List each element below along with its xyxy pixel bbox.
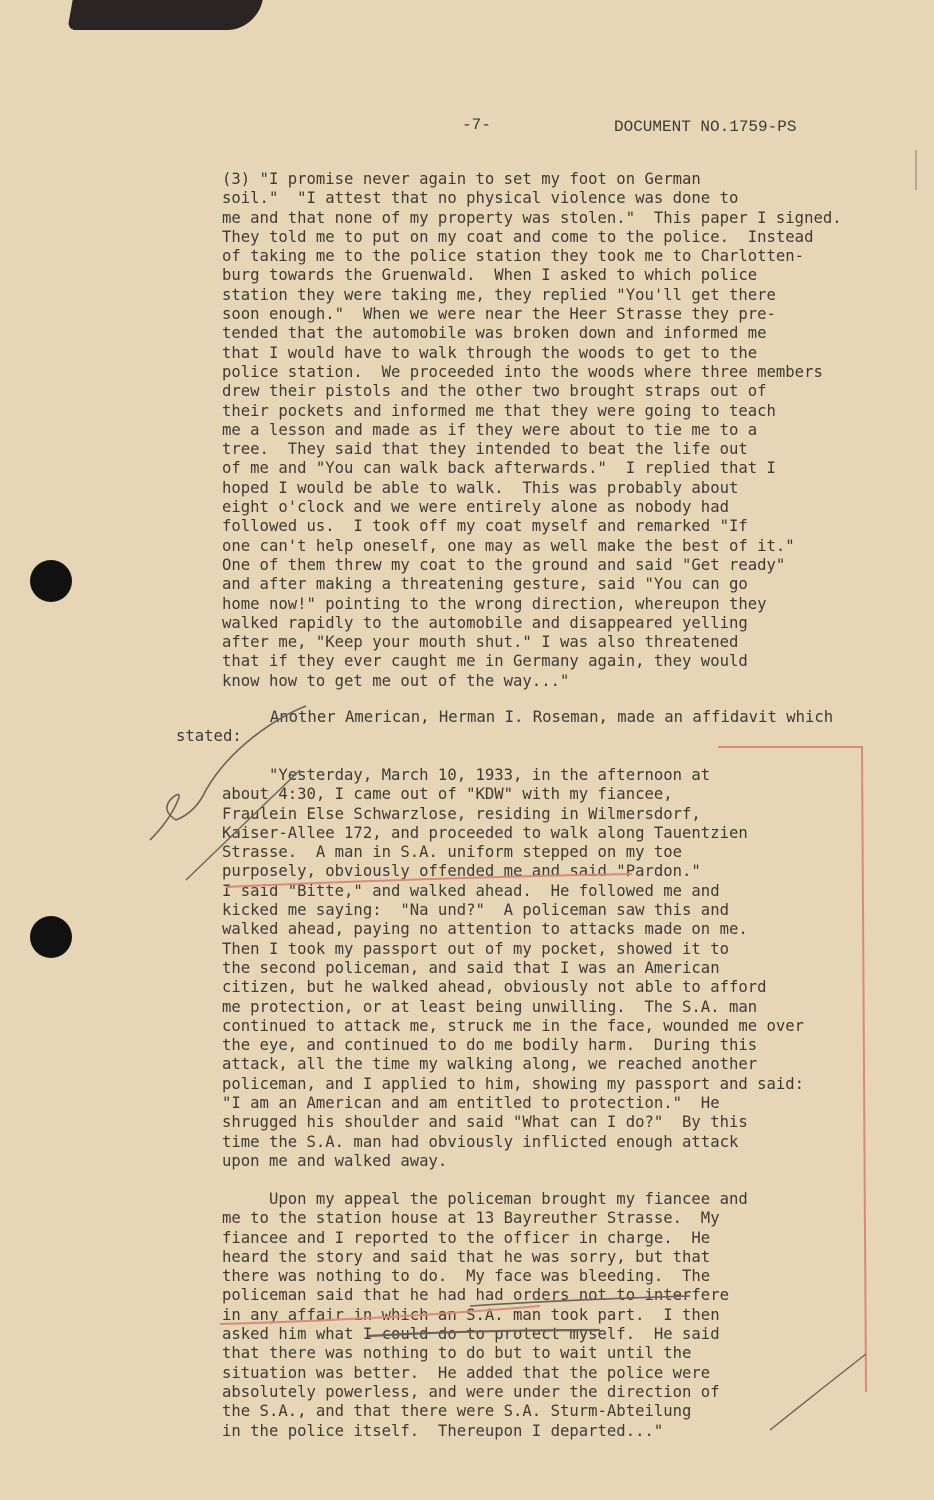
pencil-slash <box>186 770 300 880</box>
paragraph-affidavit-part2: Upon my appeal the policeman brought my fiancee and me to the station house at 13 Bayreuther Strasse. My fiancee and I reported to the officer in charge. He heard the story and said that he was sorry, but that there was nothing to do. My face was bleeding. The policeman said that he had had orders not to interfere in any affair in which an S.A. man took part. I then asked him what I could do to protect myself. He said that there was nothing to do but to wait until the situation was better. He added that the police were absolutely powerless, and were under the direction of the S.A., and that there were S.A. Sturm-Abteilung in the police itself. Thereupon I departed..." <box>222 1190 748 1440</box>
paragraph-statement-end: (3) "I promise never again to set my foot on German soil." "I attest that no physical violence was done to me and that none of my property was stolen." This paper I signed. They told me to put on my coat and come to the police. Instead of taking me to the police station they took me to Charlotten- burg towards the Gruenwald. When I asked to which police station they were taking me, they replied "You'll get there soon enough." When we were near the Heer Strasse they pre- tended that the automobile was broken down and informed me that I would have to walk through the woods to get to the police station. We proceeded into the woods where three members drew their pistols and the other two brought straps out of their pockets and informed me that they were going to teach me a lesson and made as if they were about to tie me to a tree. They said that they intended to beat the life out of me and "You can walk back afterwards." I replied that I hoped I would be able to walk. This was probably about eight o'clock and we were entirely alone as nobody had followed us. I took off my coat myself and remarked "If one can't help oneself, one may as well make the best of it." One of them threw my coat to the ground and said "Get ready" and after making a threatening gesture, said "You can go home now!" pointing to the wrong direction, whereupon they walked rapidly to the automobile and disappeared yelling after me, "Keep your mouth shut." I was also threatened that if they ever caught me in Germany again, they would know how to get me out of the way..." <box>222 170 842 690</box>
red-underline-2 <box>220 1306 540 1324</box>
paragraph-roseman-intro: Another American, Herman I. Roseman, made an affidavit which stated: <box>176 708 834 746</box>
pencil-underline-1 <box>470 1296 690 1306</box>
paragraph-affidavit-part1: "Yesterday, March 10, 1933, in the afternoon at about 4:30, I came out of "KDW" with my fiancee, Fraulein Else Schwarzlose, residing in Wilmersdorf, Kaiser-Allee 172, and proceeded to walk along Tauentzien Strasse. A man in S.A. uniform stepped on my toe purposely, obviously offended me and said "Pardon." I said "Bitte," and walked ahead. He followed me and kicked me saying: "Na und?" A policeman saw this and walked ahead, paying no attention to attacks made on me. Then I took my passport out of my pocket, showed it to the second policeman, and said that I was an American citizen, but he walked ahead, obviously not able to afford me protection, or at least being unwilling. The S.A. man continued to attack me, struck me in the face, wounded me over the eye, and continued to do me bodily harm. During this attack, all the time my walking along, we reached another policeman, and I applied to him, showing my passport and said: "I am an American and am entitled to protection." He shrugged his shoulder and said "What can I do?" By this time the S.A. man had obviously inflicted enough attack upon me and walked away. <box>222 766 805 1170</box>
red-underline-1 <box>226 874 632 887</box>
pencil-mark-bottom <box>770 1354 866 1430</box>
pencil-check-mark <box>150 706 306 840</box>
red-margin-bracket <box>718 747 866 1392</box>
page-number: -7- <box>462 116 491 134</box>
document-number: DOCUMENT NO.1759-PS <box>614 118 797 136</box>
pencil-strike-1 <box>368 1330 600 1336</box>
